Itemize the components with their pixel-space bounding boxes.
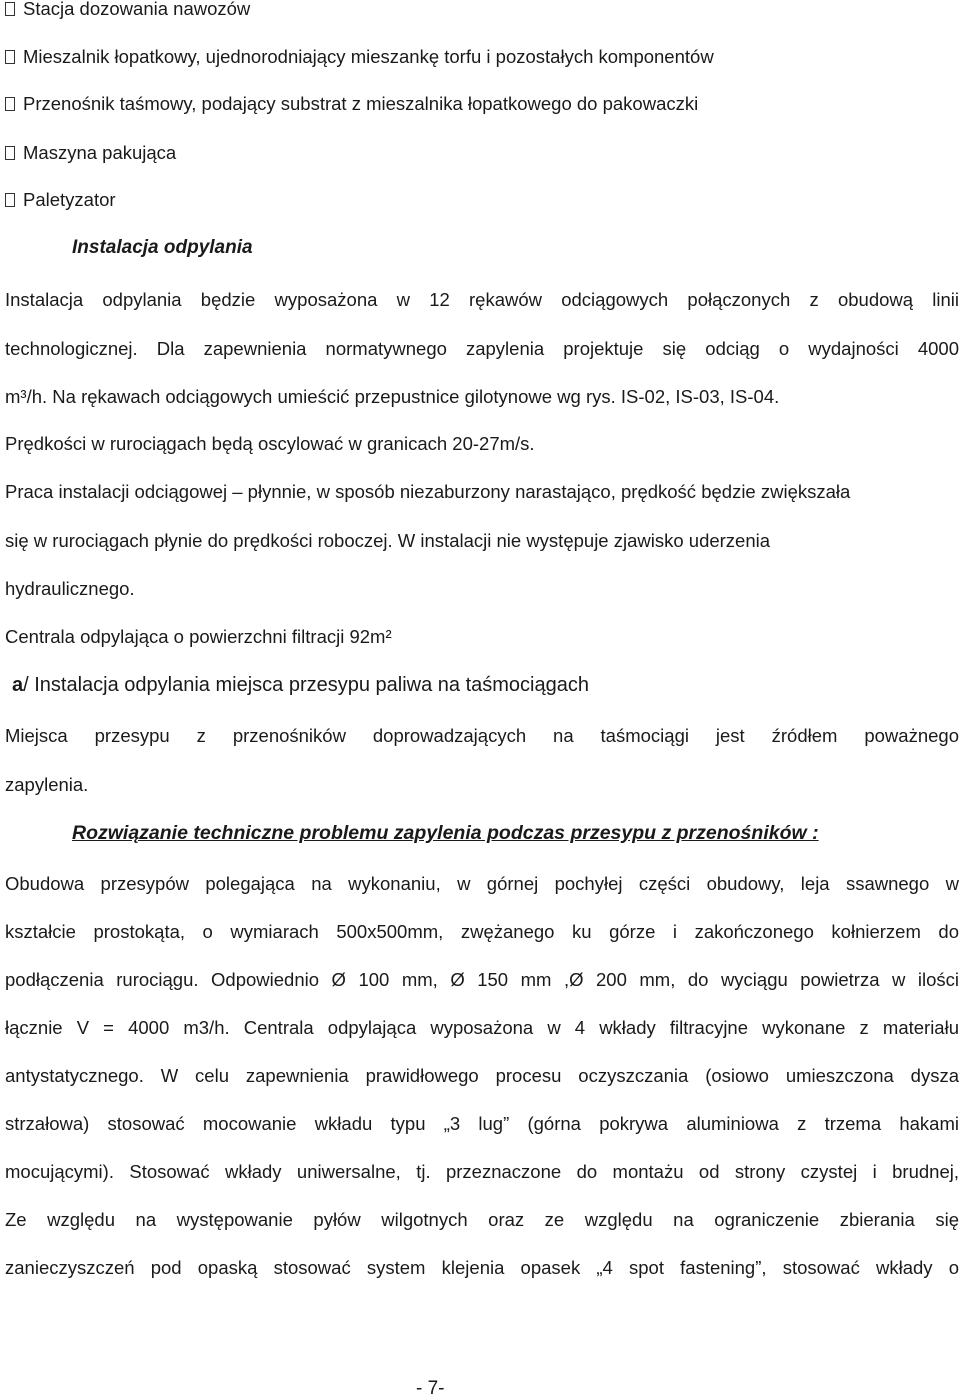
- subheading: Rozwiązanie techniczne problemu zapylenia podczas przesypu z przenośników :: [72, 822, 819, 844]
- checkbox-bullet-icon: [5, 2, 15, 16]
- paragraph-line: hydraulicznego.: [5, 578, 135, 599]
- list-item: [5, 0, 250, 21]
- paragraph-line: Obudowa przesypów polegająca na wykonaniu, w górnej pochyłej części obudowy, leja ssawnego w: [5, 873, 959, 894]
- paragraph-line: podłączenia rurociągu. Odpowiednio Ø 100 mm, Ø 150 mm ,Ø 200 mm, do wyciągu powietrza w ilości: [5, 969, 959, 990]
- list-item: [5, 92, 698, 116]
- section-prefix: a: [12, 674, 24, 696]
- paragraph-line: łącznie V = 4000 m3/h. Centrala odpylająca wyposażona w 4 wkłady filtracyjne wykonane z materiału: [5, 1017, 959, 1038]
- paragraph-line: mocującymi). Stosować wkłady uniwersalne, tj. przeznaczone do montażu od strony czystej i brudnej,: [5, 1161, 959, 1182]
- checkbox-bullet-icon: [5, 193, 15, 207]
- list-item-label: Przenośnik taśmowy, podający substrat z mieszalnika łopatkowego do pakowaczki: [23, 93, 699, 114]
- list-item: [5, 45, 714, 69]
- paragraph-line: strzałowa) stosować mocowanie wkładu typu „3 lug” (górna pokrywa aluminiowa z trzema hakami: [5, 1113, 959, 1134]
- section-heading: [12, 673, 589, 697]
- paragraph-line: Centrala odpylająca o powierzchni filtracji 92m²: [5, 626, 392, 647]
- paragraph-line: zanieczyszczeń pod opaską stosować system klejenia opasek „4 spot fastening”, stosować wkłady o: [5, 1257, 959, 1278]
- paragraph-line: kształcie prostokąta, o wymiarach 500x500mm, zwężanego ku górze i zakończonego kołnierzem do: [5, 921, 959, 942]
- section-heading-text: / Instalacja odpylania miejsca przesypu paliwa na taśmociągach: [23, 674, 589, 696]
- list-item: [5, 188, 116, 212]
- paragraph-line: technologicznej. Dla zapewnienia normatywnego zapylenia projektuje się odciąg o wydajności 4000: [5, 338, 959, 359]
- paragraph-line: się w rurociągach płynie do prędkości roboczej. W instalacji nie występuje zjawisko uderzenia: [5, 530, 771, 551]
- paragraph-line: Ze względu na występowanie pyłów wilgotnych oraz ze względu na ograniczenie zbierania się: [5, 1209, 959, 1230]
- checkbox-bullet-icon: [5, 146, 15, 160]
- paragraph-line: Instalacja odpylania będzie wyposażona w 12 rękawów odciągowych połączonych z obudową linii: [5, 289, 959, 310]
- list-item-label: Paletyzator: [23, 189, 116, 210]
- list-item: [5, 141, 176, 165]
- paragraph-line: Prędkości w rurociągach będą oscylować w granicach 20-27m/s.: [5, 433, 535, 454]
- section-heading: Instalacja odpylania: [72, 237, 253, 258]
- list-item-label: Mieszalnik łopatkowy, ujednorodniający mieszankę torfu i pozostałych komponentów: [23, 46, 714, 67]
- page-number: - 7-: [416, 1378, 445, 1399]
- paragraph-line: m³/h. Na rękawach odciągowych umieścić przepustnice gilotynowe wg rys. IS-02, IS-03, IS-04.: [5, 386, 780, 407]
- paragraph-line: Praca instalacji odciągowej – płynnie, w sposób niezaburzony narastająco, prędkość będzie zwiększała: [5, 481, 851, 502]
- list-item-label: Maszyna pakująca: [23, 142, 177, 163]
- checkbox-bullet-icon: [5, 50, 15, 64]
- checkbox-bullet-icon: [5, 97, 15, 111]
- list-item-label: Stacja dozowania nawozów: [23, 0, 251, 19]
- paragraph-line: zapylenia.: [5, 774, 89, 795]
- paragraph-line: antystatycznego. W celu zapewnienia prawidłowego procesu oczyszczania (osiowo umieszczona dysza: [5, 1065, 959, 1086]
- paragraph-line: Miejsca przesypu z przenośników doprowadzających na taśmociągi jest źródłem poważnego: [5, 725, 959, 746]
